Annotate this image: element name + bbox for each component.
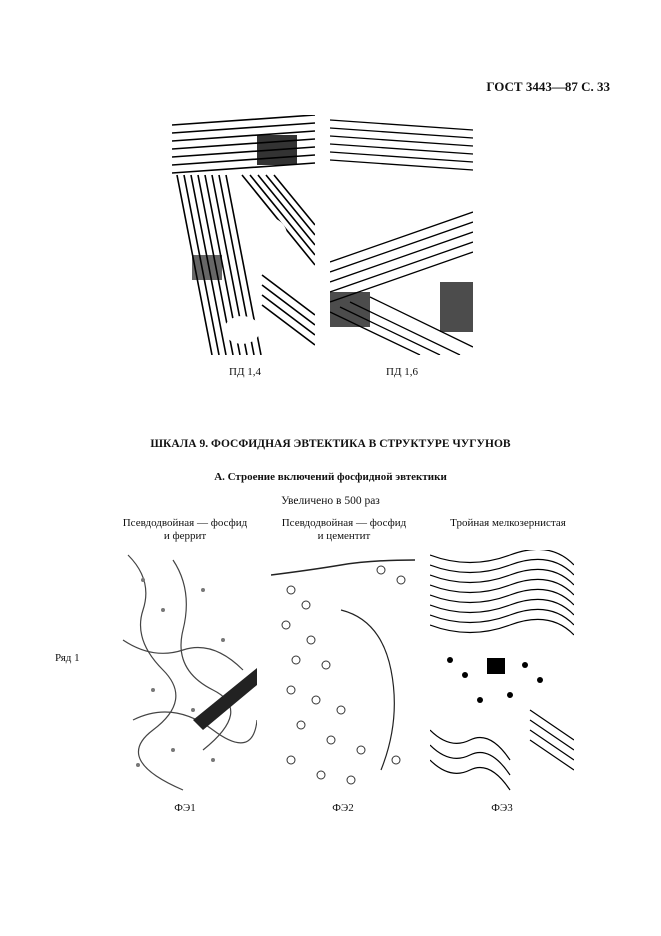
scale-subtitle: А. Строение включений фосфидной эвтектики bbox=[214, 471, 447, 483]
caption-fe2: ФЭ2 bbox=[332, 802, 354, 814]
column-header-fe1 bbox=[110, 517, 260, 543]
caption-pd-1-6: ПД 1,6 bbox=[386, 366, 418, 378]
row-label: Ряд 1 bbox=[55, 652, 80, 664]
magnification-note: Увеличено в 500 раз bbox=[281, 495, 380, 507]
caption-fe3: ФЭ3 bbox=[491, 802, 513, 814]
micrograph-fe3 bbox=[430, 550, 574, 792]
micrograph-fe2 bbox=[271, 550, 415, 792]
column-header-fe3 bbox=[428, 517, 588, 530]
caption-fe1: ФЭ1 bbox=[174, 802, 196, 814]
column-header-fe2 bbox=[269, 517, 419, 543]
micrograph-fe1 bbox=[113, 550, 257, 792]
column-header-fe3-line1: Тройная мелкозернистая bbox=[450, 517, 566, 529]
column-header-fe1-line1: Псевдодвойная — фосфид bbox=[122, 517, 248, 529]
scale-title: ШКАЛА 9. ФОСФИДНАЯ ЭВТЕКТИКА В СТРУКТУРЕ ЧУГУНОВ bbox=[150, 438, 511, 450]
caption-pd-1-4: ПД 1,4 bbox=[229, 366, 261, 378]
page-header: ГОСТ 3443—87 С. 33 bbox=[486, 79, 610, 94]
column-header-fe2-line1: Псевдодвойная — фосфид bbox=[281, 517, 407, 529]
micrograph-pd-1-4 bbox=[172, 115, 315, 355]
column-header-fe2-line2: и цементит bbox=[317, 530, 371, 542]
micrograph-pd-1-6 bbox=[330, 112, 473, 355]
column-header-fe1-line2: и феррит bbox=[163, 530, 207, 542]
